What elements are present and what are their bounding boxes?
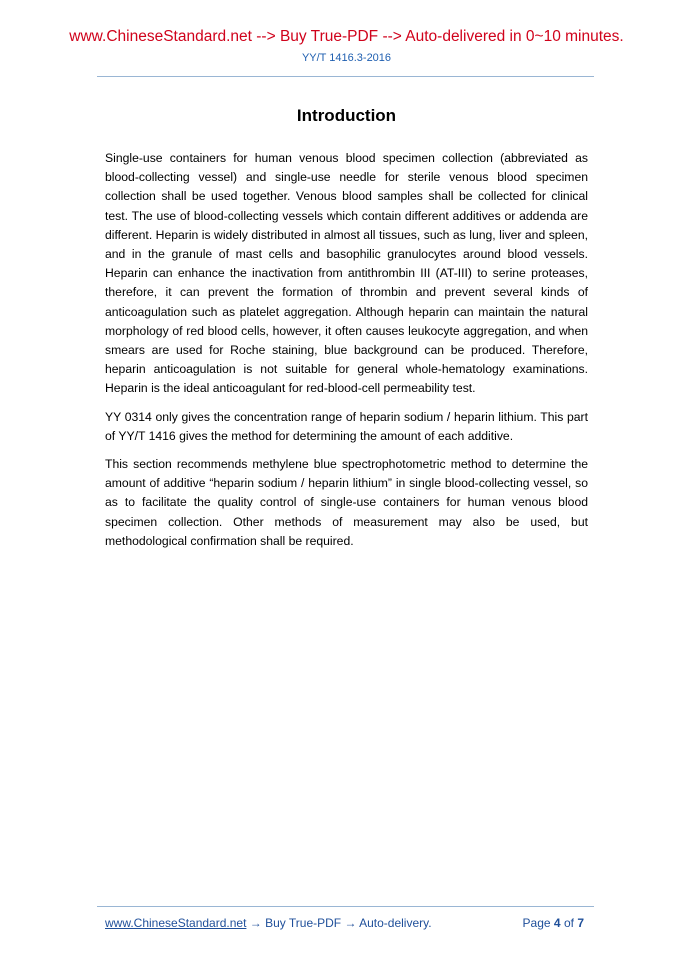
page-title: Introduction: [296, 106, 397, 125]
footer-promo-text: → Buy True-PDF → Auto-delivery.: [246, 916, 432, 930]
paragraph-2: YY 0314 only gives the concentration range of heparin sodium / heparin lithium. This part of YY/T 1416 gives the method for determining the amount of each additive.: [105, 409, 588, 443]
paragraph-3: This section recommends methylene blue spectrophotometric method to determine the amount of additive “heparin sodium / heparin lithium” in single blood-collecting vessel, so as to facilitate the quality control of single-use containers for human venous blood specimen collection. Other methods of measurement may also be used, but methodological confirmation shall be required.: [105, 457, 588, 548]
page-of-label: of: [563, 916, 574, 930]
top-banner-link[interactable]: www.ChineseStandard.net --> Buy True-PDF --> Auto-delivered in 0~10 minutes.: [69, 28, 624, 45]
page-label: Page: [522, 916, 551, 930]
footer-divider: [97, 906, 594, 907]
page-total: 7: [577, 916, 584, 930]
page-current: 4: [553, 916, 561, 930]
footer-promo: [105, 916, 432, 930]
body-text: [105, 149, 588, 560]
page-indicator: [523, 916, 584, 930]
footer-site-link[interactable]: www.ChineseStandard.net: [105, 916, 247, 930]
document-code: YY/T 1416.3-2016: [301, 52, 392, 64]
header-divider: [97, 76, 594, 77]
paragraph-1: Single-use containers for human venous blood specimen collection (abbreviated as blood-collecting vessel) and single-use needle for sterile venous blood specimen collection shall be used together. Venous blood samples shall be collected for clinical test. The use of blood-collecting vessels which contain different additives or addenda are different. Heparin is widely distributed in almost all tissues, such as lung, liver and spleen, and in the granule of mast cells and basophilic granulocytes around blood vessels. Heparin can enhance the inactivation from antithrombin III (AT-III) to serine proteases, therefore, it can prevent the formation of thrombin and prevent several kinds of anticoagulation such as platelet aggregation. Although heparin can maintain the natural morphology of red blood cells, however, it often causes leukocyte aggregation, and when smears are used for Roche staining, blue background can be produced. Therefore, heparin anticoagulation is not suitable for general whole-hematology examinations. Heparin is the ideal anticoagulant for red-blood-cell permeability test.: [105, 151, 588, 396]
